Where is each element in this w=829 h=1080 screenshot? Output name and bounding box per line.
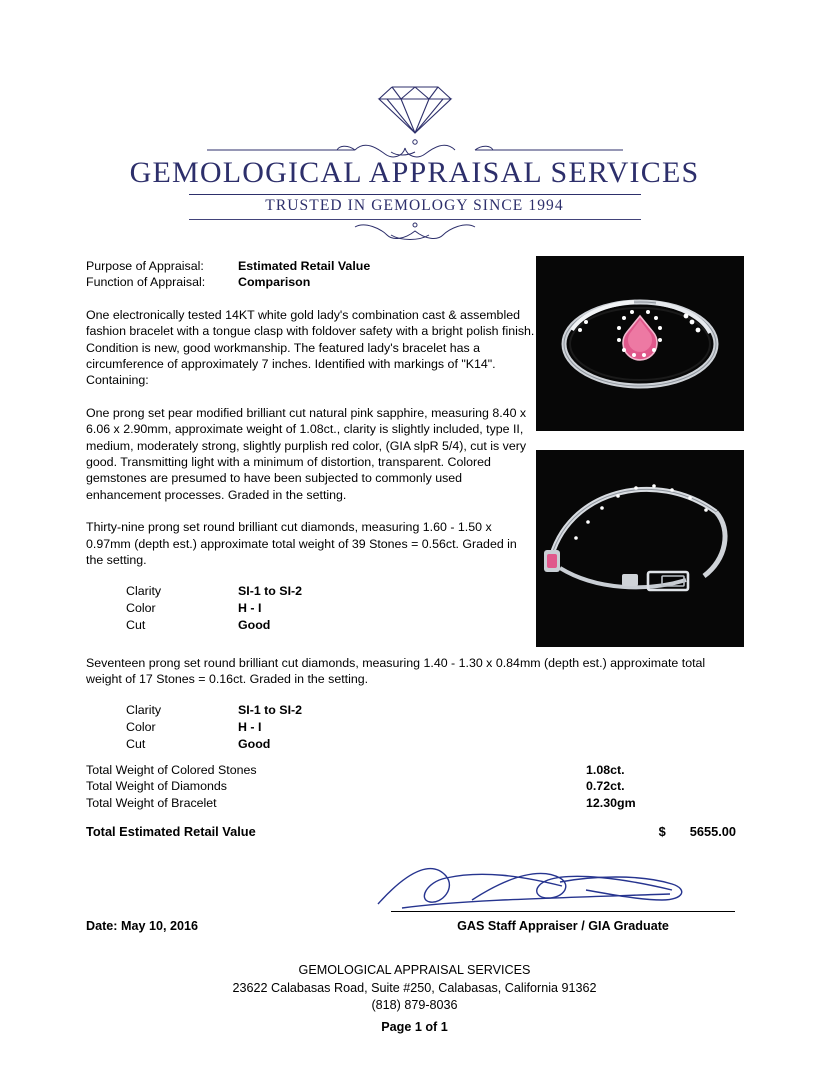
cut-label: Cut [126, 617, 146, 632]
color-label-2: Color [126, 719, 156, 734]
grading-table-1 [126, 583, 302, 634]
color-value: H - I [238, 600, 262, 615]
grand-total-label: Total Estimated Retail Value [86, 824, 256, 839]
footer-phone: (818) 879-8036 [371, 998, 458, 1012]
total-diamonds-row [86, 778, 736, 794]
grand-total-value-group [659, 824, 736, 839]
document-footer [0, 962, 829, 1036]
diamonds-17-block [86, 655, 736, 753]
bracelet-front-illustration [536, 256, 744, 431]
sapphire-paragraph: One prong set pear modified brilliant cut natural pink sapphire, measuring 8.40 x 6.06 x 2.90mm, approximate weight of 1.08ct., clarity is slightly included, type II, medium, moderately strong, slightly purplish red color, (GIA slpR 5/4), cut is very good. Transmitting light with a minimum of distortion, transparent. Colored gemstones are presumed to have been subjected to commonly used enhancement processes. Graded in the setting. [86, 405, 527, 502]
signature-caption: GAS Staff Appraiser / GIA Graduate [457, 919, 669, 933]
spacer [86, 291, 536, 307]
table-row [126, 600, 302, 617]
total-bracelet-label: Total Weight of Bracelet [86, 795, 217, 810]
flourish-top-ornament [205, 136, 625, 158]
table-row [126, 736, 302, 753]
clarity-value: SI-1 to SI-2 [238, 583, 303, 598]
diamonds-39-paragraph: Thirty-nine prong set round brilliant cut diamonds, measuring 1.60 - 1.50 x 0.97mm (depth est.) approximate total weight of 39 Stones = 0.56ct. Graded in the setting. [86, 520, 517, 568]
currency-symbol: $ [658, 824, 666, 839]
clarity-value-2: SI-1 to SI-2 [238, 702, 303, 717]
table-row [126, 719, 302, 736]
clarity-label: Clarity [126, 583, 162, 598]
company-tagline: TRUSTED IN GEMOLOGY SINCE 1994 [265, 197, 564, 214]
bracelet-front-photo [536, 256, 744, 431]
total-colored-stones-row [86, 762, 736, 778]
bracelet-clasp-illustration [536, 450, 744, 647]
footer-address: 23622 Calabasas Road, Suite #250, Calabasas, California 91362 [232, 980, 597, 995]
totals-section [86, 762, 736, 811]
purpose-value: Estimated Retail Value [238, 259, 371, 273]
appraisal-body-column [86, 258, 536, 634]
document-header [0, 82, 829, 241]
table-row [126, 583, 302, 600]
item-description-paragraph: One electronically tested 14KT white gold lady's combination cast & assembled fashion bracelet with a tongue clasp with foldover safety with a bright polish finish. Condition is new, good workmanship. The featured lady's bracelet has a circumference of approximately 7 inches. Identified with markings of "K14". Containing: [86, 307, 535, 388]
function-value: Comparison [238, 275, 311, 290]
signature-line [391, 911, 735, 912]
bracelet-clasp-photo [536, 450, 744, 647]
footer-company: GEMOLOGICAL APPRAISAL SERVICES [298, 963, 531, 977]
color-label: Color [126, 600, 156, 615]
spacer [86, 389, 536, 405]
diamonds-17-paragraph: Seventeen prong set round brilliant cut diamonds, measuring 1.40 - 1.30 x 0.84mm (depth est.) approximate total weight of 17 Stones = 0.16ct. Graded in the setting. [86, 656, 706, 687]
header-rule-top [189, 194, 641, 195]
color-value-2: H - I [238, 719, 262, 734]
total-colored-stones-amount: 1.08ct. [586, 763, 625, 777]
appraisal-date: Date: May 10, 2016 [86, 919, 199, 933]
total-bracelet-amount: 12.30gm [586, 795, 636, 810]
cut-value: Good [238, 617, 271, 632]
grand-total-row [86, 824, 736, 839]
total-diamonds-amount: 0.72ct. [586, 779, 625, 794]
cut-value-2: Good [238, 736, 271, 751]
purpose-label: Purpose of Appraisal: [86, 259, 204, 273]
spacer [86, 503, 536, 519]
purpose-row [86, 258, 536, 274]
grand-total-amount: 5655.00 [689, 824, 736, 839]
cut-label-2: Cut [126, 736, 146, 751]
function-label: Function of Appraisal: [86, 275, 206, 290]
total-diamonds-label: Total Weight of Diamonds [86, 779, 227, 794]
header-rule-bottom [189, 219, 641, 220]
total-bracelet-row [86, 795, 736, 811]
total-colored-stones-label: Total Weight of Colored Stones [86, 763, 257, 777]
table-row [126, 617, 302, 634]
diamond-logo-icon [376, 82, 454, 134]
flourish-bottom-ornament [325, 221, 505, 241]
function-row [86, 274, 536, 290]
footer-page-number: Page 1 of 1 [381, 1019, 448, 1034]
clarity-label-2: Clarity [126, 702, 162, 717]
grading-table-2 [126, 702, 302, 753]
company-name: GEMOLOGICAL APPRAISAL SERVICES [129, 156, 700, 189]
table-row [126, 702, 302, 719]
